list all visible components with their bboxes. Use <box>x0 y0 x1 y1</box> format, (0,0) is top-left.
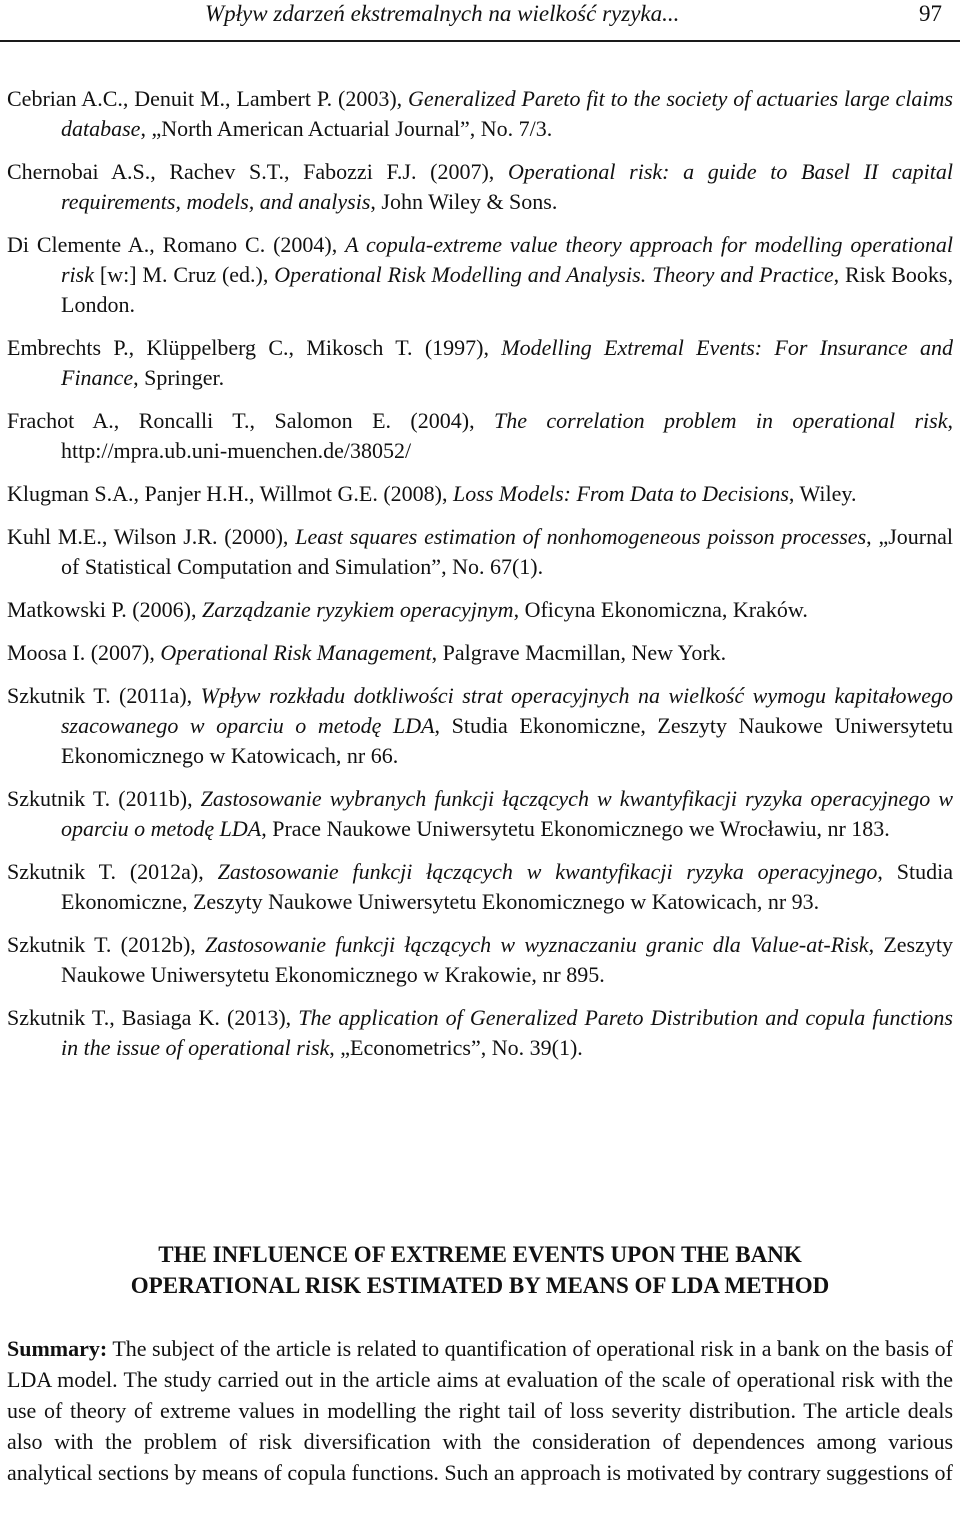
summary-label: Summary: <box>7 1336 108 1361</box>
reference-title: Modelling Extremal Events: For Insurance and Finance <box>61 335 953 390</box>
reference-title: Operational risk: a guide to Basel II capital requirements, models, and analysis <box>61 159 954 214</box>
reference-item <box>7 857 953 917</box>
reference-item <box>7 1003 953 1063</box>
reference-authors: Szkutnik T. (2011b), <box>7 786 201 811</box>
reference-authors: Embrechts P., Klüppelberg C., Mikosch T. (1997), <box>7 335 502 360</box>
reference-item <box>7 930 953 990</box>
english-title-line: THE INFLUENCE OF EXTREME EVENTS UPON THE BANK <box>158 1242 802 1267</box>
reference-item <box>7 638 953 668</box>
reference-details: , http://mpra.ub.uni-muenchen.de/38052/ <box>61 408 953 463</box>
page-number: 97 <box>919 1 942 26</box>
reference-item <box>7 522 953 582</box>
reference-item <box>7 479 953 509</box>
reference-title: Zarządzanie ryzykiem operacyjnym <box>201 597 514 622</box>
summary-text: The subject of the article is related to quantification of operational risk in a bank on the basis of LDA model. The study carried out in the article aims at evaluation of the scale of operational risk with the use of theory of extreme values in modelling the right tail of loss severity distribution. The article deals also with the problem of risk diversification with the consideration of dependences among various analytical sections by means of copula functions. Such an approach is motivated by contrary suggestions of <box>7 1336 953 1485</box>
running-title: Wpływ zdarzeń ekstremalnych na wielkość ryzyka... <box>205 1 680 26</box>
reference-item <box>7 681 953 771</box>
reference-authors: Moosa I. (2007), <box>7 640 161 665</box>
reference-title: Wpływ rozkładu dotkliwości strat operacyjnych na wielkość wymogu kapitałowego szacowanego w oparciu o metodę LDA <box>61 683 953 738</box>
reference-authors: Cebrian A.C., Denuit M., Lambert P. (2003), <box>7 86 409 111</box>
reference-authors: Szkutnik T. (2012a), <box>7 859 218 884</box>
reference-authors: Chernobai A.S., Rachev S.T., Fabozzi F.J. (2007), <box>7 159 508 184</box>
reference-item <box>7 230 953 320</box>
reference-item <box>7 84 953 144</box>
reference-details: , Studia Ekonomiczne, Zeszyty Naukowe Uniwersytetu Ekonomicznego w Katowicach, nr 93. <box>61 859 953 914</box>
reference-title: Zastosowanie funkcji łączących w wyznaczaniu granic dla Value-at-Risk <box>205 932 869 957</box>
references-list <box>7 84 953 1076</box>
reference-title: Zastosowanie wybranych funkcji łączących w kwantyfikacji ryzyka operacyjnego w oparciu o metodę LDA <box>61 786 954 841</box>
reference-title: The correlation problem in operational risk <box>494 408 948 433</box>
english-title <box>0 1239 960 1301</box>
reference-title: Generalized Pareto fit to the society of actuaries large claims database <box>61 86 953 141</box>
reference-details: , „Econometrics”, No. 39(1). <box>329 1035 583 1060</box>
reference-title: Zastosowanie funkcji łączących w kwantyfikacji ryzyka operacyjnego <box>217 859 878 884</box>
reference-authors: Szkutnik T., Basiaga K. (2013), <box>7 1005 299 1030</box>
reference-details: [w:] M. Cruz (ed.), <box>94 262 275 287</box>
header-rule <box>0 40 960 42</box>
reference-details: , Palgrave Macmillan, New York. <box>431 640 727 665</box>
reference-details: , Springer. <box>133 365 225 390</box>
running-header <box>0 0 960 44</box>
reference-item <box>7 595 953 625</box>
reference-authors: Matkowski P. (2006), <box>7 597 202 622</box>
reference-book-title: Operational Risk Modelling and Analysis. Theory and Practice <box>274 262 834 287</box>
reference-authors: Kuhl M.E., Wilson J.R. (2000), <box>7 524 296 549</box>
reference-authors: Szkutnik T. (2011a), <box>7 683 201 708</box>
reference-authors: Di Clemente A., Romano C. (2004), <box>7 232 346 257</box>
summary-paragraph <box>7 1333 953 1488</box>
reference-details: , Zeszyty Naukowe Uniwersytetu Ekonomicznego w Krakowie, nr 895. <box>61 932 953 987</box>
reference-details: , Prace Naukowe Uniwersytetu Ekonomicznego we Wrocławiu, nr 183. <box>261 816 890 841</box>
reference-authors: Frachot A., Roncalli T., Salomon E. (2004), <box>7 408 494 433</box>
reference-item <box>7 157 953 217</box>
reference-details: , „Journal of Statistical Computation and Simulation”, No. 67(1). <box>61 524 953 579</box>
reference-authors: Klugman S.A., Panjer H.H., Willmot G.E. (2008), <box>7 481 454 506</box>
reference-title: Operational Risk Management <box>160 640 432 665</box>
reference-title: The application of Generalized Pareto Distribution and copula functions in the issue of operational risk <box>61 1005 953 1060</box>
reference-details: , Wiley. <box>788 481 857 506</box>
reference-details: , John Wiley & Sons. <box>370 189 558 214</box>
reference-item <box>7 784 953 844</box>
english-title-line: OPERATIONAL RISK ESTIMATED BY MEANS OF LDA METHOD <box>130 1273 830 1298</box>
reference-item <box>7 333 953 393</box>
reference-details: , Studia Ekonomiczne, Zeszyty Naukowe Uniwersytetu Ekonomicznego w Katowicach, nr 66. <box>61 713 953 768</box>
reference-title: Loss Models: From Data to Decisions <box>453 481 789 506</box>
reference-title: Least squares estimation of nonhomogeneous poisson processes <box>295 524 867 549</box>
reference-item <box>7 406 953 466</box>
reference-publisher: , Risk Books, London. <box>61 262 953 317</box>
reference-details: , „North American Actuarial Journal”, No. 7/3. <box>140 116 553 141</box>
reference-title: A copula-extreme value theory approach for modelling operational risk <box>61 232 953 287</box>
reference-authors: Szkutnik T. (2012b), <box>7 932 206 957</box>
reference-details: , Oficyna Ekonomiczna, Kraków. <box>513 597 808 622</box>
